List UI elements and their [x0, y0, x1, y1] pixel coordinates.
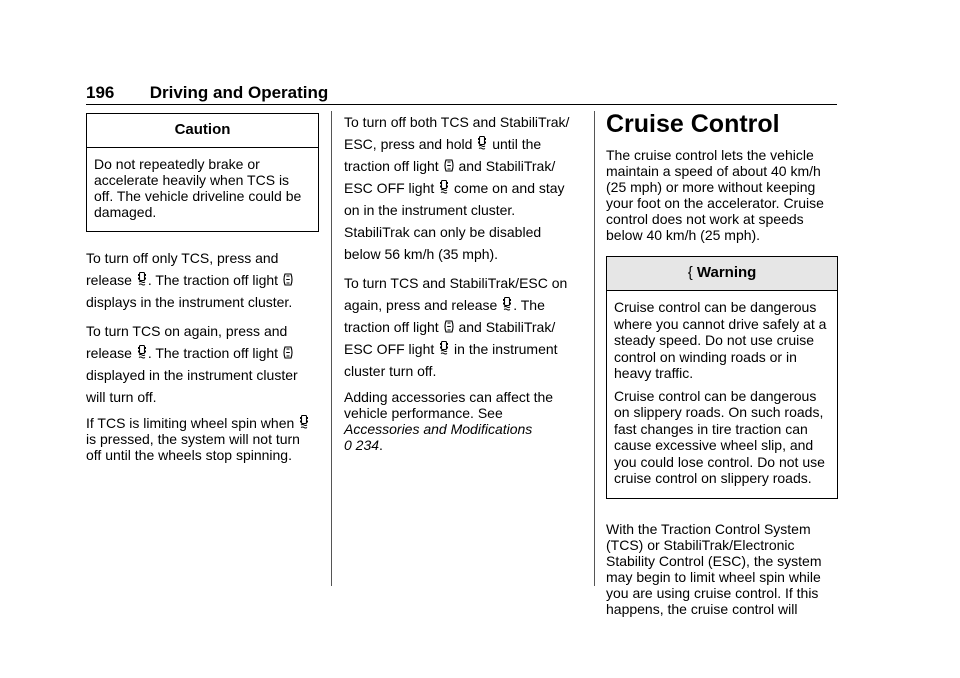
warning-text: Cruise control can be dangerous on slippery roads. On such roads, fast changes in tire traction can cause excessive wheel slip, and you could lose control. Do not use cruise control on slippery roads.: [614, 387, 825, 486]
column-divider: [594, 111, 595, 586]
column-divider: [331, 111, 332, 586]
tcs-off-button-icon: [137, 272, 147, 287]
page-number: 196: [86, 83, 115, 102]
page-header: [86, 83, 328, 103]
tcs-off-button-icon: [299, 415, 309, 430]
tcs-off-button-icon: [137, 345, 147, 360]
warning-text: Cruise control can be dangerous where you cannot drive safely at a steady speed. Do not use cruise control on winding roads or in heavy traffic.: [614, 299, 827, 381]
traction-off-light-icon: [444, 158, 454, 173]
esc-off-light-icon: [439, 341, 449, 356]
warning-header: [607, 257, 837, 291]
traction-off-light-icon: [444, 319, 454, 334]
traction-off-light-icon: [283, 272, 293, 287]
tcs-off-button-icon: [477, 136, 487, 151]
paragraph: To turn TCS and StabiliTrak/ESC on again, press and release . The traction off light and StabiliTrak/ ESC OFF light in the instrument cluster turn off.: [344, 275, 568, 379]
paragraph: If TCS is limiting wheel spin when is pressed, the system will not turn off until the wheels stop spinning.: [86, 415, 319, 463]
header-rule: [86, 104, 837, 105]
caution-text: Do not repeatedly brake or accelerate heavily when TCS is off. The vehicle driveline could be damaged.: [94, 156, 302, 220]
tcs-off-button-icon: [502, 297, 512, 312]
paragraph: Adding accessories can affect the vehicle performance. See Accessories and Modifications 0 234.: [344, 389, 554, 453]
caution-title: Caution: [87, 114, 318, 148]
column-2: [344, 111, 580, 460]
paragraph: To turn TCS on again, press and release . The traction off light displayed in the instrument cluster will turn off.: [86, 323, 298, 405]
section-title: Driving and Operating: [149, 83, 329, 102]
warning-title: Warning: [696, 264, 757, 281]
paragraph: With the Traction Control System (TCS) or StabiliTrak/Electronic Stability Control (ESC), the system may begin to limit wheel spin while you are using cruise control. If this happens, the cruise control will: [606, 520, 822, 617]
traction-off-light-icon: [283, 345, 293, 360]
column-3: [606, 111, 838, 624]
caution-box: [86, 113, 319, 232]
page-ref-link[interactable]: 0 234: [344, 437, 380, 453]
esc-off-light-icon: [439, 180, 449, 195]
section-heading: Cruise Control: [606, 110, 780, 138]
warning-box: [606, 256, 838, 499]
paragraph: To turn off both TCS and StabiliTrak/ ESC, press and hold until the traction off light and StabiliTrak/ ESC OFF light come on and stay on in the instrument cluster. StabiliTrak can only be disabled below 56 km/h (35 mph).: [344, 114, 570, 262]
paragraph: To turn off only TCS, press and release . The traction off light displays in the instrument cluster.: [86, 250, 293, 310]
column-1: [86, 113, 319, 470]
xref-link[interactable]: Accessories and Modifications: [344, 421, 533, 437]
warning-symbol: {: [687, 264, 693, 281]
paragraph: The cruise control lets the vehicle maintain a speed of about 40 km/h (25 mph) or more without keeping your foot on the accelerator. Cruise control does not work at speeds below 40 km/h (25 mph).: [606, 147, 824, 243]
